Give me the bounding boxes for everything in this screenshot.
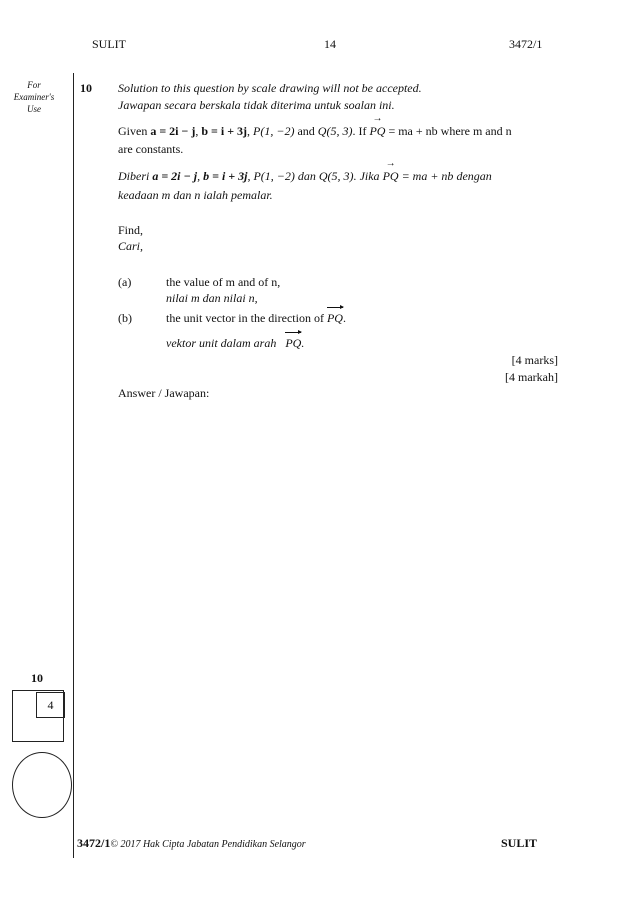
answer-label: Answer / Jawapan:	[118, 386, 210, 400]
footer-left: 3472/1© 2017 Hak Cipta Jabatan Pendidikan Selangor	[77, 836, 306, 850]
given-malay-line2: keadaan m dan n ialah pemalar.	[118, 188, 273, 202]
note-english: Solution to this question by scale drawing will not be accepted.	[118, 81, 422, 95]
header-paper-code: 3472/1	[509, 37, 543, 51]
find-english: Find,	[118, 223, 144, 237]
footer-sulit: SULIT	[501, 836, 538, 850]
header-sulit: SULIT	[92, 37, 126, 51]
part-a-malay: nilai m dan nilai n,	[166, 291, 258, 305]
pq-vector: → PQ	[369, 113, 386, 138]
given-english-line2: are constants.	[118, 142, 184, 156]
sidebar-question-number: 10	[31, 671, 43, 685]
pq-vector-part-b-malay: PQ	[285, 335, 301, 351]
part-b-english: the unit vector in the direction of PQ.	[166, 310, 346, 326]
marks-english: [4 marks]	[511, 353, 558, 367]
pq-vector-part-b: PQ	[327, 310, 343, 326]
given-english-line1: Given a = 2i − j, b = i + 3j, P(1, −2) and Q(5, 3). If → PQ = ma + nb where m and n	[118, 113, 512, 138]
part-a-english: the value of m and of n,	[166, 275, 281, 289]
examiner-note: For Examiner's Use	[13, 80, 55, 114]
margin-divider	[73, 73, 74, 858]
part-b-malay: vektor unit dalam arah PQ.	[166, 335, 304, 351]
part-b-label: (b)	[118, 311, 132, 325]
pq-vector-malay: → PQ	[382, 158, 399, 183]
marks-malay: [4 markah]	[505, 370, 558, 384]
question-number: 10	[80, 81, 92, 95]
find-malay: Cari,	[118, 239, 144, 253]
note-malay: Jawapan secara berskala tidak diterima untuk soalan ini.	[118, 98, 395, 112]
given-malay-line1: Diberi a = 2i − j, b = i + 3j, P(1, −2) dan Q(5, 3). Jika → PQ = ma + nb dengan	[118, 158, 492, 183]
marks-box: 4	[36, 692, 65, 718]
examiner-score-circle	[12, 752, 72, 818]
part-a-label: (a)	[118, 275, 132, 289]
page-number: 14	[324, 37, 336, 51]
